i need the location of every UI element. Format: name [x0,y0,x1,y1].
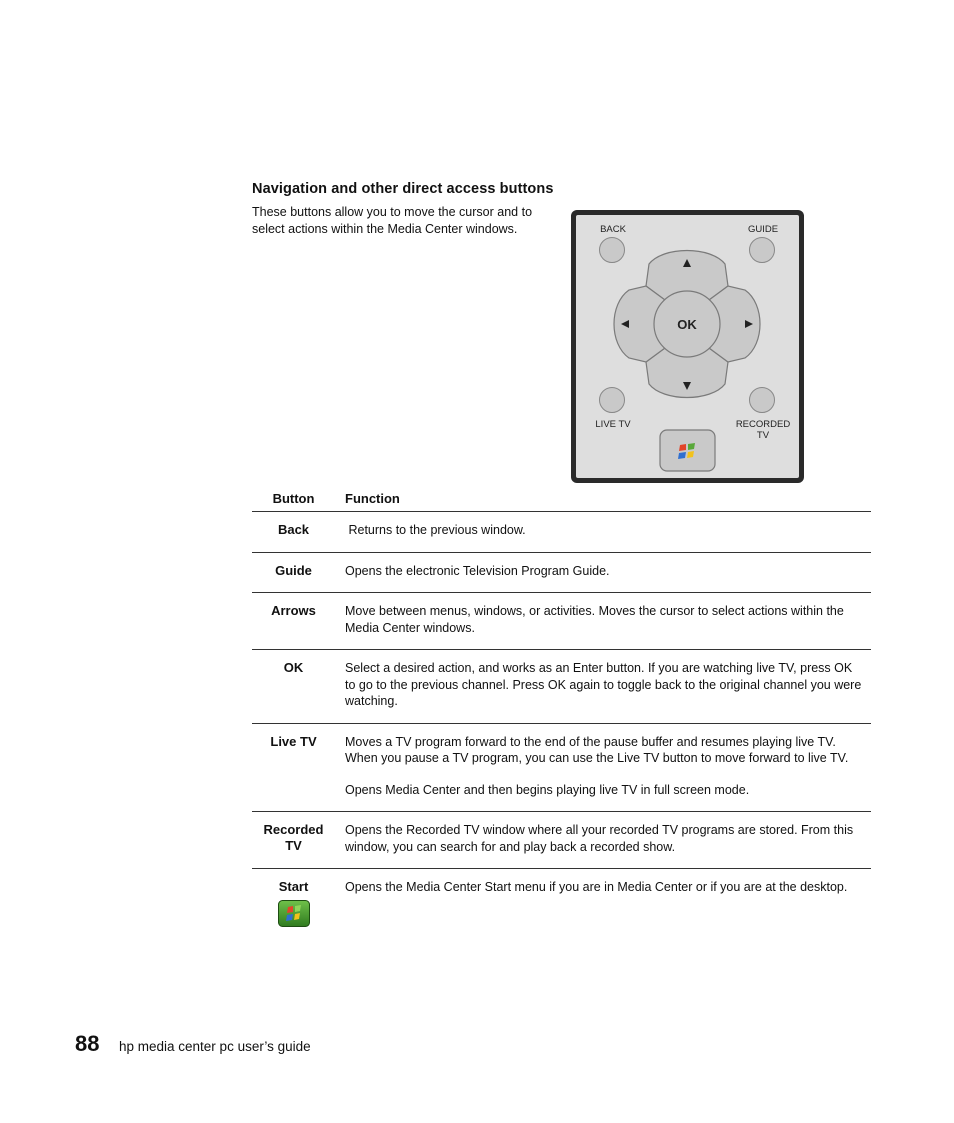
table-row [252,552,871,593]
row-guide-name: Guide [252,552,335,593]
page-number: 88 [75,1031,100,1056]
row-back-name: Back [252,512,335,553]
row-arrows-text: Move between menus, windows, or activities. Moves the cursor to select actions within the Media Center windows. [345,604,844,635]
row-start-name [252,869,335,941]
row-recorded-name [252,812,335,869]
row-guide-text: Opens the electronic Television Program Guide. [345,563,610,578]
table-row [252,512,871,553]
back-button [600,238,625,263]
row-back-text: Returns to the previous window. [345,523,526,537]
row-start-label: Start [278,879,309,894]
button-function-table [252,488,871,940]
table-row [252,869,871,941]
start-button-icon [278,900,310,927]
guide-label: GUIDE [747,224,779,235]
row-recorded-text: Opens the Recorded TV window where all your recorded TV programs are stored. From this window, you can search for and play back a recorded show. [345,823,854,854]
row-start-desc [335,869,871,941]
guide-button [750,238,775,263]
table-row [252,812,871,869]
row-arrows-name: Arrows [252,593,335,650]
table-header-row [252,488,871,512]
live-tv-label: LIVE TV [595,419,631,430]
ok-label: OK [677,317,697,332]
header-function: Function [335,488,871,512]
row-livetv-name: Live TV [252,723,335,812]
row-arrows-desc [335,593,871,650]
recorded-tv-label-line2: TV [756,430,770,441]
row-ok-desc [335,650,871,724]
row-livetv-text-1: Moves a TV program forward to the end of the pause buffer and resumes playing live TV. When you pause a TV program, you can use the Live TV button to move forward to live TV. [345,734,849,765]
row-ok-name: OK [252,650,335,724]
live-tv-button [600,388,625,413]
row-livetv-text-2: Opens Media Center and then begins playing live TV in full screen mode. [345,782,750,797]
row-start-text: Opens the Media Center Start menu if you are in Media Center or if you are at the desktop. [345,880,848,894]
row-back-desc [335,512,871,553]
table-row [252,723,871,812]
row-recorded-name-line1: Recorded [263,822,324,837]
section-heading: Navigation and other direct access buttons [252,181,554,197]
footer-guide-title: hp media center pc user’s guide [119,1039,311,1054]
table-row [252,650,871,724]
row-recorded-desc [335,812,871,869]
row-livetv-desc [335,723,871,812]
recorded-tv-button [750,388,775,413]
remote-control-illustration [571,210,804,483]
intro-paragraph: These buttons allow you to move the cursor and to select actions within the Media Center windows. [252,205,533,236]
back-label: BACK [600,224,626,235]
row-guide-desc [335,552,871,593]
row-ok-text: Select a desired action, and works as an Enter button. If you are watching live TV, press OK to go to the previous channel. Press OK again to toggle back to the original channel you were watching. [345,661,862,708]
recorded-tv-label-line1: RECORDED [735,419,791,430]
row-recorded-name-line2: TV [285,838,302,853]
table-row [252,593,871,650]
header-button: Button [252,488,335,512]
start-button [660,430,715,471]
